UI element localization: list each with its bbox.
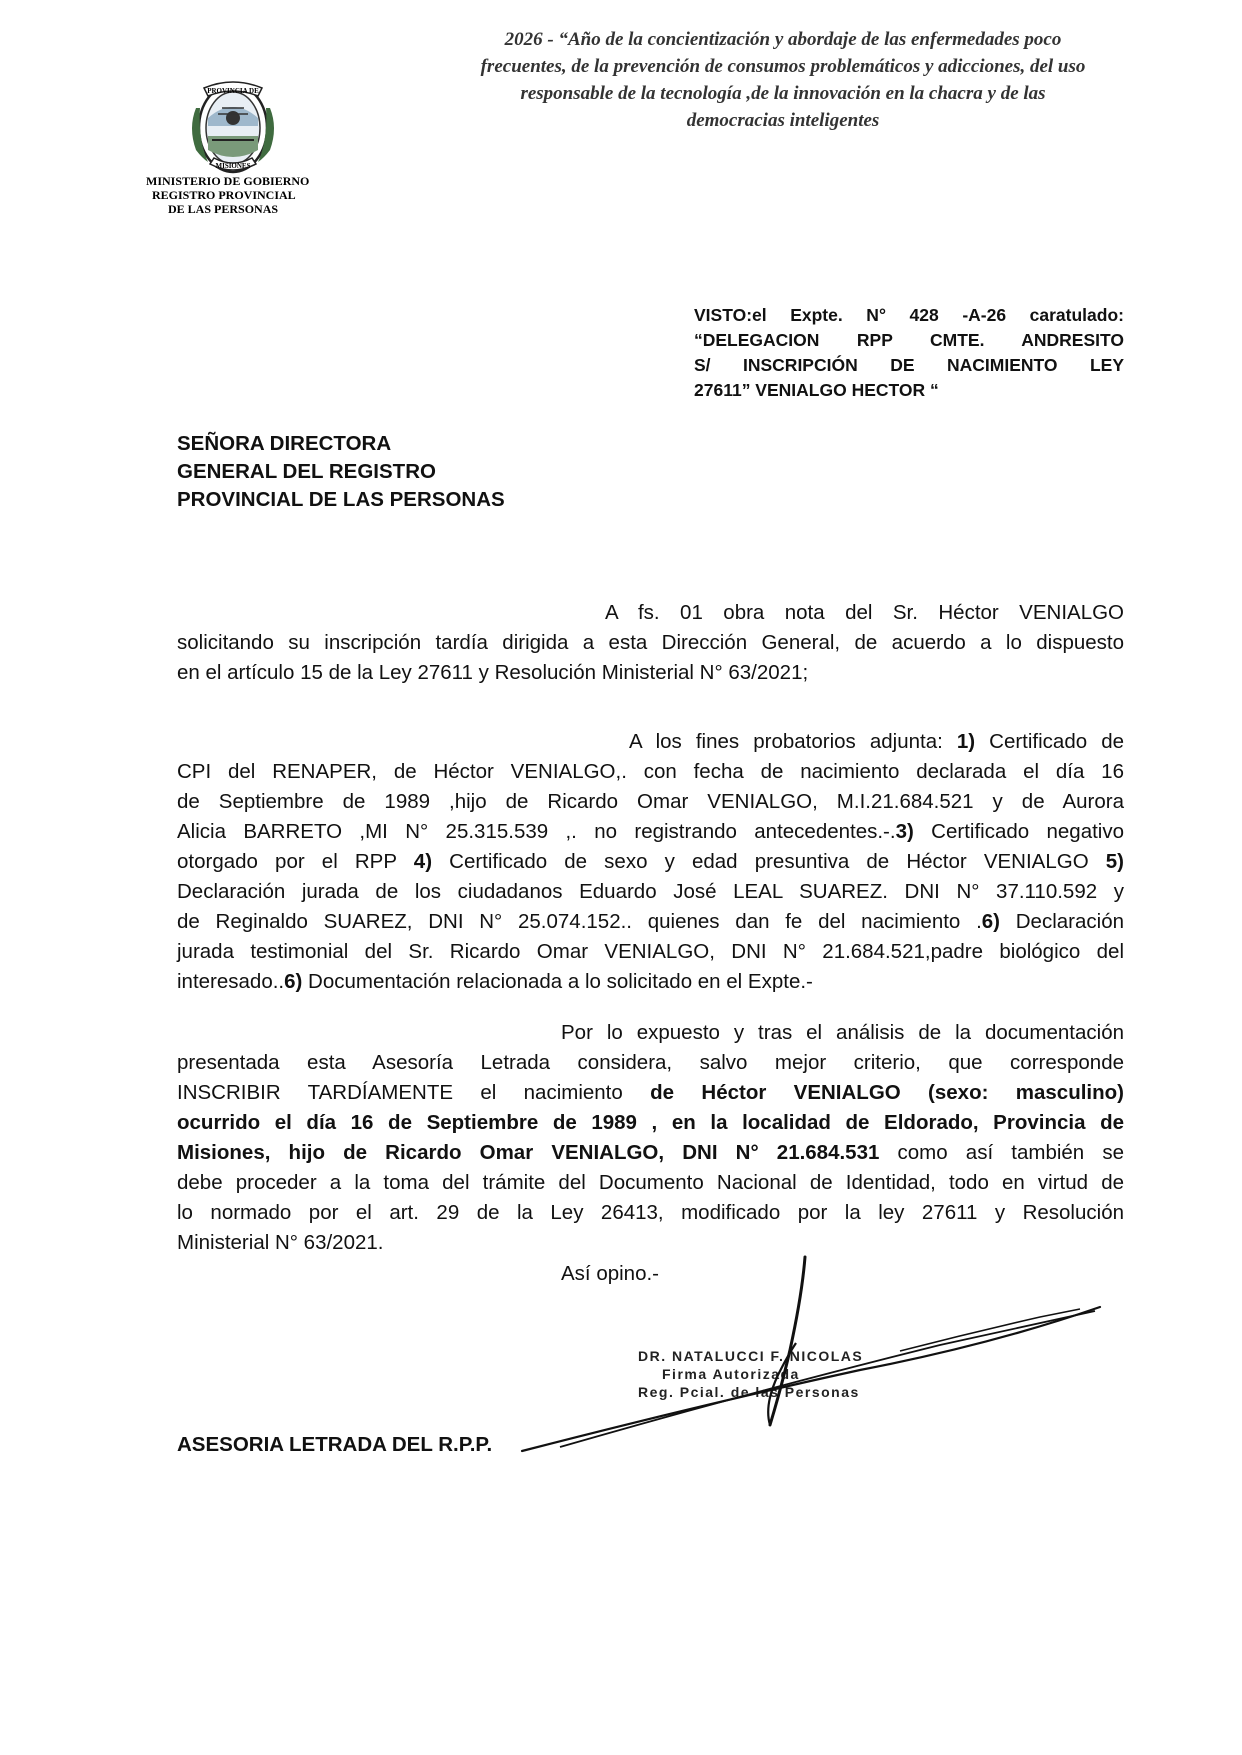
motto-line: frecuentes, de la prevención de consumos problemáticos y adicciones, del uso (480, 56, 1086, 77)
paragraph-line: Ministerial N° 63/2021. (177, 1231, 384, 1254)
paragraph-1 (177, 598, 1124, 688)
ministry-line: MINISTERIO DE GOBIERNO (146, 174, 310, 188)
visto-block (694, 303, 1124, 403)
ministry-line: REGISTRO PROVINCIAL (152, 188, 296, 202)
paragraph-line: Declaración jurada de los ciudadanos Eduardo José LEAL SUAREZ. DNI N° 37.110.592 y (177, 880, 1124, 903)
paragraph-line: interesado..6) Documentación relacionada a lo solicitado en el Expte.- (177, 970, 813, 993)
addressee-line: PROVINCIAL DE LAS PERSONAS (177, 488, 505, 511)
office-footer: ASESORIA LETRADA DEL R.P.P. (177, 1433, 493, 1456)
visto-line: S/ INSCRIPCIÓN DE NACIMIENTO LEY (694, 355, 1124, 375)
crest-text-bottom: MISIONES (215, 162, 251, 170)
paragraph-line: Misiones, hijo de Ricardo Omar VENIALGO, DNI N° 21.684.531 como así también se (177, 1141, 1124, 1164)
addressee (177, 430, 505, 514)
paragraph-line: otorgado por el RPP 4) Certificado de sexo y edad presuntiva de Héctor VENIALGO 5) (177, 850, 1125, 873)
paragraph-line: en el artículo 15 de la Ley 27611 y Resolución Ministerial N° 63/2021; (177, 661, 809, 684)
paragraph-line: CPI del RENAPER, de Héctor VENIALGO,. con fecha de nacimiento declarada el día 16 (177, 760, 1124, 783)
paragraph-line: Alicia BARRETO ,MI N° 25.315.539 ,. no registrando antecedentes.-.3) Certificado negativo (177, 820, 1125, 843)
closing-text: Así opino.- (561, 1262, 659, 1285)
ministry-line: DE LAS PERSONAS (168, 202, 279, 216)
paragraph-line: A fs. 01 obra nota del Sr. Héctor VENIALGO (605, 601, 1124, 624)
year-motto (428, 26, 1138, 134)
paragraph-line: A los fines probatorios adjunta: 1) Certificado de (629, 730, 1124, 753)
addressee-line: SEÑORA DIRECTORA (177, 432, 392, 455)
paragraph-line: presentada esta Asesoría Letrada considera, salvo mejor criterio, que corresponde (177, 1051, 1124, 1074)
paragraph-line: debe proceder a la toma del trámite del Documento Nacional de Identidad, todo en virtud de (177, 1171, 1124, 1194)
provincia-misiones-crest-logo (182, 78, 284, 178)
paragraph-line: Por lo expuesto y tras el análisis de la documentación (561, 1021, 1124, 1044)
ministry-header (146, 174, 336, 216)
paragraph-line: ocurrido el día 16 de Septiembre de 1989 , en la localidad de Eldorado, Provincia de (177, 1111, 1124, 1134)
motto-line: democracias inteligentes (686, 110, 880, 131)
paragraph-line: INSCRIBIR TARDÍAMENTE el nacimiento de Héctor VENIALGO (sexo: masculino) (177, 1081, 1124, 1104)
motto-line: responsable de la tecnología ,de la innovación en la chacra y de las (520, 83, 1046, 104)
visto-line: “DELEGACION RPP CMTE. ANDRESITO (694, 330, 1124, 350)
stamp-line: Firma Autorizada (662, 1366, 800, 1382)
paragraph-line: lo normado por el art. 29 de la Ley 26413, modificado por la ley 27611 y Resolución (177, 1201, 1124, 1224)
paragraph-line: jurada testimonial del Sr. Ricardo Omar VENIALGO, DNI N° 21.684.521,padre biológico del (177, 940, 1124, 963)
stamp-line: DR. NATALUCCI F. NICOLAS (638, 1348, 864, 1364)
paragraph-2 (177, 727, 1124, 997)
paragraph-line: de Septiembre de 1989 ,hijo de Ricardo Omar VENIALGO, M.I.21.684.521 y de Aurora (177, 790, 1124, 813)
visto-line: VISTO:el Expte. N° 428 -A-26 caratulado: (694, 305, 1124, 325)
addressee-line: GENERAL DEL REGISTRO (177, 460, 436, 483)
paragraph-line: de Reginaldo SUAREZ, DNI N° 25.074.152.. quienes dan fe del nacimiento .6) Declaración (177, 910, 1124, 933)
paragraph-3 (177, 1018, 1124, 1258)
handwritten-signature (520, 1255, 1120, 1455)
visto-line: 27611” VENIALGO HECTOR “ (694, 380, 939, 400)
stamp-line: Reg. Pcial. de las Personas (638, 1384, 860, 1400)
crest-text-top: PROVINCIA DE (207, 87, 259, 95)
paragraph-line: solicitando su inscripción tardía dirigida a esta Dirección General, de acuerdo a lo dispuesto (177, 631, 1124, 654)
motto-line: 2026 - “Año de la concientización y abordaje de las enfermedades poco (504, 29, 1062, 50)
